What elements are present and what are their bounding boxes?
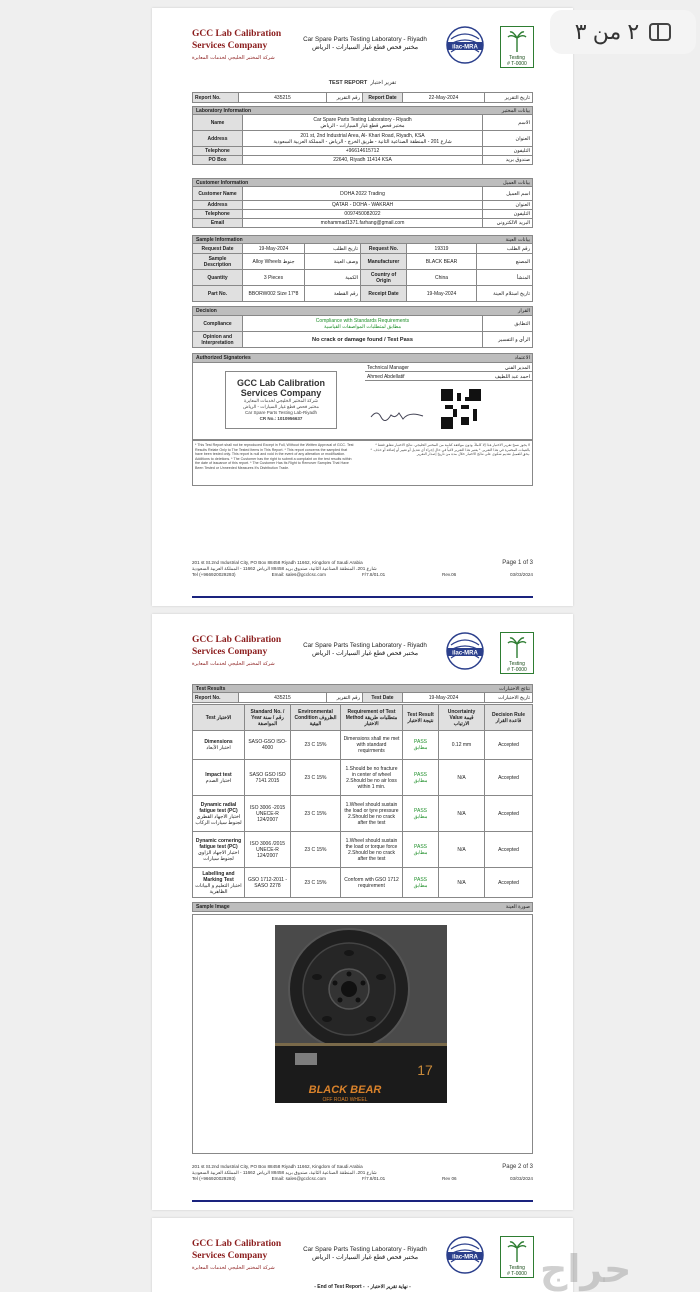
sidebar-toggle-icon[interactable] xyxy=(649,23,671,41)
test-name: Impact test xyxy=(205,771,232,778)
opinion-label: Opinion and Interpretation xyxy=(193,332,243,348)
test-result: PASS xyxy=(414,876,427,883)
compliance-label-ar: التطابق xyxy=(483,316,533,332)
lab-address-ar: شارع 201 - المنطقة الصناعية الثانية - طريق الخرج - الرياض - المملكة العربية السعودية xyxy=(273,138,452,145)
company-name-line1: GCC Lab Calibration xyxy=(192,635,282,645)
saudi-accreditation-logo xyxy=(500,632,534,674)
page-indicator-text: ٢ من ٣ xyxy=(574,19,640,44)
accred-type: Testing xyxy=(509,55,525,61)
stamp-company-ar: شركة المختبر الخليجي لخدمات المعايرة xyxy=(244,398,318,403)
customer-address-label-ar: العنوان xyxy=(483,201,533,210)
customer-name-label-ar: اسم العميل xyxy=(483,187,533,201)
opinion-value: No crack or damage found / Test Pass xyxy=(243,332,483,348)
footer-email: Email: sales@gcclcsc.com xyxy=(271,572,327,577)
saudi-accreditation-logo xyxy=(500,26,534,68)
company-name-ar: شركة المختبر الخليجي لخدمات المعايرة xyxy=(192,661,275,667)
report-no-value: 435215 xyxy=(239,93,327,103)
sample-image-header xyxy=(193,903,533,912)
company-name-line1: GCC Lab Calibration xyxy=(192,1239,282,1249)
part-no-value: BBORW002 Size 17*8 xyxy=(243,286,305,302)
svg-text:ilac-MRA: ilac-MRA xyxy=(452,1254,478,1261)
compliance-label: Compliance xyxy=(193,316,243,332)
quantity-label: Quantity xyxy=(193,270,243,286)
end-of-report xyxy=(152,1284,573,1290)
company-logo xyxy=(192,634,281,670)
test-name: Dynamic cornering fatigue test (PC) xyxy=(195,837,242,850)
report-date-label: Report Date xyxy=(363,93,403,103)
stamp-cr-no: CR No.: 1010956637 xyxy=(259,416,303,421)
footer-tel: Tel (+966920029293) xyxy=(192,1176,236,1181)
saudi-accreditation-logo xyxy=(500,1236,534,1278)
svg-text:OFF ROAD WHEEL: OFF ROAD WHEEL xyxy=(322,1097,368,1103)
lab-title-en: Car Spare Parts Testing Laboratory - Riyadh xyxy=(303,36,427,43)
test-environment: 23 C 15% xyxy=(291,868,341,898)
report-title-en: TEST REPORT xyxy=(328,80,368,86)
lab-title xyxy=(290,642,440,658)
customer-info-header-en: Customer Information xyxy=(196,179,249,186)
customer-name-label: Customer Name xyxy=(193,187,243,201)
receipt-date-label: Receipt Date xyxy=(361,286,407,302)
page-header xyxy=(152,1218,573,1284)
test-uncertainty: N/A xyxy=(439,832,485,868)
compliance-value-en: Compliance with Standards Requirements xyxy=(315,317,410,324)
test-name: Dynamic radial fatigue test (PC) xyxy=(199,801,238,814)
footer-form-ref: F/7.8/01.01 xyxy=(362,572,386,577)
test-date-label: Test Date xyxy=(363,693,403,703)
test-environment: 23 C 15% xyxy=(291,731,341,760)
qr-code-icon[interactable] xyxy=(441,389,481,429)
lab-title-en: Car Spare Parts Testing Laboratory - Riyadh xyxy=(303,642,427,649)
sample-info-header-en: Sample Information xyxy=(196,236,243,243)
palm-tree-icon xyxy=(507,636,527,658)
svg-text:ilac-MRA: ilac-MRA xyxy=(452,650,478,657)
report-no-label: Report No. xyxy=(193,93,239,103)
lab-info-header-en: Laboratory Information xyxy=(196,107,252,114)
test-decision: Accepted xyxy=(485,832,533,868)
sample-desc-label: Sample Description xyxy=(193,254,243,270)
customer-email-label: Email xyxy=(193,219,243,228)
svg-text:ilac-MRA: ilac-MRA xyxy=(452,44,478,51)
company-name-line2: Services Company xyxy=(192,647,268,657)
lab-info-header xyxy=(193,107,533,115)
sample-image-header-en: Sample Image xyxy=(196,904,230,910)
manufacturer-value: BLACK BEAR xyxy=(407,254,477,270)
test-uncertainty: N/A xyxy=(439,760,485,796)
test-result: PASS xyxy=(414,739,427,745)
signatory-name-ar: احمد عبد اللطيف xyxy=(494,374,530,380)
col-requirement: Requirement of Test Method متطلبات طريقة الاختبار xyxy=(341,705,403,731)
footer-form-ref: F/7.8/01.01 xyxy=(362,1176,386,1181)
footer-revision: Rev 06 xyxy=(442,1176,457,1181)
test-uncertainty: N/A xyxy=(439,868,485,898)
test-uncertainty: N/A xyxy=(439,796,485,832)
request-no-value: 19319 xyxy=(407,244,477,254)
accred-type: Testing xyxy=(509,1265,525,1271)
col-uncertainty: Uncertainty Value قيمة الارتياب xyxy=(439,705,485,731)
lab-name-label-ar: الاسم xyxy=(483,115,533,131)
col-decision-rule: Decision Rule قاعدة القرار xyxy=(485,705,533,731)
ilac-mra-logo-icon xyxy=(445,631,485,675)
footer-address-ar: شارع 201، المنطقة الصناعية الثانية، صندوق بريد 88458 الرياض 11662 - المملكة العربية السعودية xyxy=(192,1170,377,1175)
test-result-ar: مطابق xyxy=(413,745,428,751)
sample-info-table xyxy=(192,235,533,302)
company-stamp xyxy=(225,371,337,429)
test-requirement: Conform with GSO 1712 requirement xyxy=(341,868,403,898)
footer-tel: Tel (+966920029293) xyxy=(192,572,236,577)
test-result: PASS xyxy=(414,807,427,814)
page-header xyxy=(152,8,573,74)
haraj-watermark: حراج xyxy=(540,1247,632,1291)
manufacturer-label: Manufacturer xyxy=(361,254,407,270)
col-standard: Standard No. / Year رقم / سنة المواصفة xyxy=(245,705,291,731)
quantity-value: 3 Pieces xyxy=(243,270,305,286)
compliance-value-ar: مطابق لمتطلبات المواصفات القياسية xyxy=(323,323,402,330)
test-name: Dimensions xyxy=(204,739,233,745)
footer-address-ar: شارع 201، المنطقة الصناعية الثانية، صندوق بريد 88458 الرياض 11662 - المملكة العربية السعودية xyxy=(192,566,377,571)
company-logo xyxy=(192,1238,281,1274)
test-requirement: Dimensions shall me met with standard requirments xyxy=(341,731,403,760)
test-uncertainty: 0.12 mm xyxy=(439,731,485,760)
lab-address-label: Address xyxy=(193,131,243,147)
test-name-ar: اختبار الاجهاد الزاوي لجنوط سيارات xyxy=(198,849,239,862)
wheel-photo-icon xyxy=(275,925,447,1103)
report-title-ar: تقرير اختبار xyxy=(370,80,397,86)
lab-title xyxy=(290,36,440,52)
test-results-header-ar: نتائج الاختبارات xyxy=(499,685,530,692)
signatory-role-ar: المدير الفني xyxy=(504,365,530,371)
report-page-1 xyxy=(152,8,573,606)
decision-table xyxy=(192,306,533,348)
company-name-line2: Services Company xyxy=(192,41,268,51)
report-page-3 xyxy=(152,1218,573,1292)
col-result: Test Result نتيجة الاختبار xyxy=(403,705,439,731)
report-notes xyxy=(192,440,533,486)
signatories-header-en: Authorized Signatories xyxy=(196,355,251,361)
lab-name-label: Name xyxy=(193,115,243,131)
test-result: PASS xyxy=(414,771,427,778)
customer-info-header xyxy=(193,179,533,187)
decision-header-en: Decision xyxy=(196,308,217,314)
signatories-box xyxy=(192,362,533,440)
lab-phone-value: +96614615712 xyxy=(243,147,483,156)
accred-type: Testing xyxy=(509,661,525,667)
lab-phone-label-ar: التليفون xyxy=(483,147,533,156)
page-indicator-badge[interactable] xyxy=(550,10,696,54)
company-logo xyxy=(192,28,281,64)
test-name: Labelling and Marking Test xyxy=(202,870,235,883)
accred-number: # T-0000 xyxy=(507,1271,527,1277)
test-standard: SASO GSO ISO 7141 2015 xyxy=(245,760,291,796)
lab-pobox-value: 22640, Riyadh 11414 KSA xyxy=(243,156,483,165)
palm-tree-icon xyxy=(507,30,527,52)
test-standard: SASO-GSO ISO- 4000 xyxy=(245,731,291,760)
lab-pobox-label-ar: صندوق بريد xyxy=(483,156,533,165)
request-no-label-ar: رقم الطلب xyxy=(477,244,533,254)
svg-text:17: 17 xyxy=(417,1062,433,1078)
test-name-ar: اختبار الصدم xyxy=(205,777,232,784)
ilac-mra-logo-icon xyxy=(445,1235,485,1279)
test-requirement: 1.Wheel should sustain the load or torque force 2.Should be no crack after the test xyxy=(341,832,403,868)
test-result: PASS xyxy=(414,843,427,850)
test-results-header-table xyxy=(192,684,533,703)
report-info-table xyxy=(192,92,533,103)
test-decision: Accepted xyxy=(485,731,533,760)
test-date-label-ar: تاريخ الاختبارات xyxy=(485,693,533,703)
customer-phone-value: 0097450082022 xyxy=(243,210,483,219)
lab-title-ar: مختبر فحص قطع غيار السيارات - الرياض xyxy=(311,44,419,51)
test-standard: GSO 1712-2011 - SASO 2278 xyxy=(245,868,291,898)
end-of-report-en: - End of Test Report - xyxy=(314,1284,365,1290)
sample-desc-label-ar: وصف العينة xyxy=(305,254,361,270)
customer-info-header-ar: بيانات العميل xyxy=(503,179,530,186)
test-standard: ISO 3006 -2015 UNECE-R 124/2007 xyxy=(245,796,291,832)
page-footer xyxy=(192,560,533,578)
lab-title-en: Car Spare Parts Testing Laboratory - Riyadh xyxy=(303,1246,427,1253)
test-results-table xyxy=(192,704,533,898)
origin-label-ar: المنشأ xyxy=(477,270,533,286)
company-name-line1: GCC Lab Calibration xyxy=(192,29,282,39)
lab-title-ar: مختبر فحص قطع غيار السيارات - الرياض xyxy=(311,650,419,657)
request-date-value: 19-May-2024 xyxy=(243,244,305,254)
lab-title-ar: مختبر فحص قطع غيار السيارات - الرياض xyxy=(311,1254,419,1261)
customer-address-label: Address xyxy=(193,201,243,210)
customer-phone-label-ar: التليفون xyxy=(483,210,533,219)
sample-image-frame xyxy=(192,914,533,1154)
stamp-lab-ar: مختبر فحص قطع غيار السيارات - الرياض xyxy=(243,404,319,409)
test-standard: ISO 3006 /2015 UNECE-R 124/2007 xyxy=(245,832,291,868)
origin-value: China xyxy=(407,270,477,286)
lab-name-ar: مختبر فحص قطع غيار السيارات - الرياض xyxy=(320,122,405,129)
test-name-ar: اختبار الاجهاد القطري لجنوط سيارات الركاب xyxy=(195,813,242,826)
table-row xyxy=(193,796,533,832)
customer-email-value: mohammad1371.farhang@gmail.com xyxy=(243,219,483,228)
accred-number: # T-0000 xyxy=(507,667,527,673)
sample-image-header-table xyxy=(192,902,533,912)
report-date-label-ar: تاريخ التقرير xyxy=(485,93,533,103)
quantity-label-ar: الكمية xyxy=(305,270,361,286)
customer-info-table xyxy=(192,178,533,228)
report-date-value: 22-May-2024 xyxy=(403,93,485,103)
lab-name-en: Car Spare Parts Testing Laboratory - Riyadh xyxy=(313,116,412,123)
page-number: Page 2 of 3 xyxy=(502,1164,533,1170)
sample-image-header-ar: صورة العينة xyxy=(505,904,530,910)
test-environment: 23 C 15% xyxy=(291,796,341,832)
lab-info-header-ar: بيانات المختبر xyxy=(501,107,530,114)
test-decision: Accepted xyxy=(485,796,533,832)
accred-number: # T-0000 xyxy=(507,61,527,67)
footer-address-en: 201 st St.2nd Industrial City, PO Box 88458 Riyadh 11662, Kingdom of Saudi Arabia xyxy=(192,1164,363,1169)
page-footer xyxy=(192,1164,533,1182)
test-result-ar: مطابق xyxy=(413,882,428,889)
ilac-mra-logo-icon xyxy=(445,25,485,69)
lab-address-en: 201 st, 2nd Industrial Area, Al- Khari Road, Riyadh, KSA xyxy=(300,132,425,139)
test-name-ar: اختبار التعليم و البيانات الظاهرية xyxy=(195,882,242,895)
decision-header xyxy=(193,307,533,316)
footer-revision: Rev.06 xyxy=(442,572,457,577)
request-date-label: Request Date xyxy=(193,244,243,254)
palm-tree-icon xyxy=(507,1240,527,1262)
signatory-name-en: Ahmed Abdellatif xyxy=(367,374,405,380)
receipt-date-value: 19-May-2024 xyxy=(407,286,477,302)
signature-icon xyxy=(369,407,425,425)
test-name-ar: اختبار الأبعاد xyxy=(206,745,231,751)
report-no-label-ar: رقم التقرير xyxy=(327,93,363,103)
customer-email-label-ar: البريد الالكتروني xyxy=(483,219,533,228)
report-no-label: Report No. xyxy=(193,693,239,703)
lab-pobox-label: PO Box xyxy=(193,156,243,165)
sample-wheel-photo xyxy=(275,925,447,1103)
company-name-ar: شركة المختبر الخليجي لخدمات المعايرة xyxy=(192,55,275,61)
company-name-ar: شركة المختبر الخليجي لخدمات المعايرة xyxy=(192,1265,275,1271)
test-environment: 23 C 15% xyxy=(291,760,341,796)
footer-bar xyxy=(192,596,533,598)
report-no-value: 435215 xyxy=(239,693,327,703)
lab-phone-label: Telephone xyxy=(193,147,243,156)
test-requirement: 1.Wheel should sustain the load or tyre pressure 2.Should be no crack after the test xyxy=(341,796,403,832)
report-page-2 xyxy=(152,614,573,1210)
footer-email: Email: sales@gcclcsc.com xyxy=(271,1176,327,1181)
manufacturer-label-ar: المصنع xyxy=(477,254,533,270)
test-date-value: 19-May-2024 xyxy=(403,693,485,703)
footer-bar xyxy=(192,1200,533,1202)
col-test: Test الاختبار xyxy=(193,705,245,731)
footer-date: 03/03/2024 xyxy=(510,1176,533,1181)
signatory-role xyxy=(365,364,533,372)
test-decision: Accepted xyxy=(485,760,533,796)
request-date-label-ar: تاريخ الطلب xyxy=(305,244,361,254)
sample-desc-value: Alloy Wheels جنوط xyxy=(243,254,305,270)
decision-header-ar: القرار xyxy=(517,308,530,314)
test-environment: 23 C 15% xyxy=(291,832,341,868)
svg-text:BLACK BEAR: BLACK BEAR xyxy=(308,1084,382,1096)
test-result-ar: مطابق xyxy=(413,777,428,784)
customer-phone-label: Telephone xyxy=(193,210,243,219)
test-result-ar: مطابق xyxy=(413,849,428,856)
footer-date: 03/03/2024 xyxy=(510,572,533,577)
footer-address-en: 201 st St.2nd Industrial City, PO Box 88458 Riyadh 11662, Kingdom of Saudi Arabia xyxy=(192,560,363,565)
stamp-lab-en: Car Spare Parts Testing Lab-Riyadh xyxy=(245,410,317,415)
company-name-line2: Services Company xyxy=(192,1251,268,1261)
part-no-label-ar: رقم القطعة xyxy=(305,286,361,302)
request-no-label: Request No. xyxy=(361,244,407,254)
receipt-date-label-ar: تاريخ استلام العينة xyxy=(477,286,533,302)
customer-name-value: DOHA 2022 Trading xyxy=(243,187,483,201)
results-column-headers xyxy=(193,705,533,731)
sample-info-header-ar: بيانات العينة xyxy=(505,236,530,243)
test-results-header-en: Test Results xyxy=(196,685,226,692)
report-notes-en: * This Test Report shall not be reproduced Except in Full, Without the Written Approval of GCC. Test Results Relate Only to The Tested Items in This Report. * This report concerns the sampled that have been tested only. This report is null and void in the event of any alteration or modification. Additions to deletions. * The Customer has the right to submit a complaint on the test results within the date of issuance of this report. * The Customer Has Its Right to Remover Samples That Have Been Tested or Unneeded Measures It's Distribution Trade. xyxy=(195,443,354,470)
lab-title xyxy=(290,1246,440,1262)
test-requirement: 1.Should be no fracture in center of wheel 2.Should be no air loss within 1 min. xyxy=(341,760,403,796)
test-result-ar: مطابق xyxy=(413,813,428,820)
col-environment: Environmental Condition الظروف البيئية xyxy=(291,705,341,731)
table-row xyxy=(193,731,533,760)
signatories-header-ar: الاعتماد xyxy=(514,355,530,361)
opinion-label-ar: الرأي و التفسير xyxy=(483,332,533,348)
stamp-line2: Services Company xyxy=(240,388,322,398)
customer-address-value: QATAR - DOHA - WAKRAH xyxy=(243,201,483,210)
report-notes-ar: * لا يجوز نسخ تقرير الاختبار هذا إلا كاملاً، ودون موافقة كتابية من المختبر الخليجي. نتائج الاختبار تتعلق فقط بالعينات المختبرة في هذا التقرير. * يعتبر هذا التقرير لاغياً في حال إجراء أي تعديل أو تغيير أو إضافة أو حذف. * يحق للعميل تقديم شكوى على نتائج الاختبار خلال مدة من تاريخ إصدار التقرير. xyxy=(370,443,530,457)
table-row xyxy=(193,832,533,868)
page-number: Page 1 of 3 xyxy=(502,560,533,566)
report-title xyxy=(152,80,573,86)
stamp-line1: GCC Lab Calibration xyxy=(236,378,325,388)
lab-info-table xyxy=(192,106,533,165)
end-of-report-ar: - نهاية تقرير الاختبار - xyxy=(367,1284,411,1290)
signatory-name xyxy=(365,373,533,381)
page-header xyxy=(152,614,573,680)
signatory-role-en: Technical Manager xyxy=(367,365,409,371)
lab-address-label-ar: العنوان xyxy=(483,131,533,147)
test-results-header xyxy=(193,685,533,693)
test-decision: Accepted xyxy=(485,868,533,898)
origin-label: Country of Origin xyxy=(361,270,407,286)
report-no-label-ar: رقم التقرير xyxy=(327,693,363,703)
part-no-label: Part No. xyxy=(193,286,243,302)
table-row xyxy=(193,760,533,796)
sample-info-header xyxy=(193,236,533,244)
table-row xyxy=(193,868,533,898)
